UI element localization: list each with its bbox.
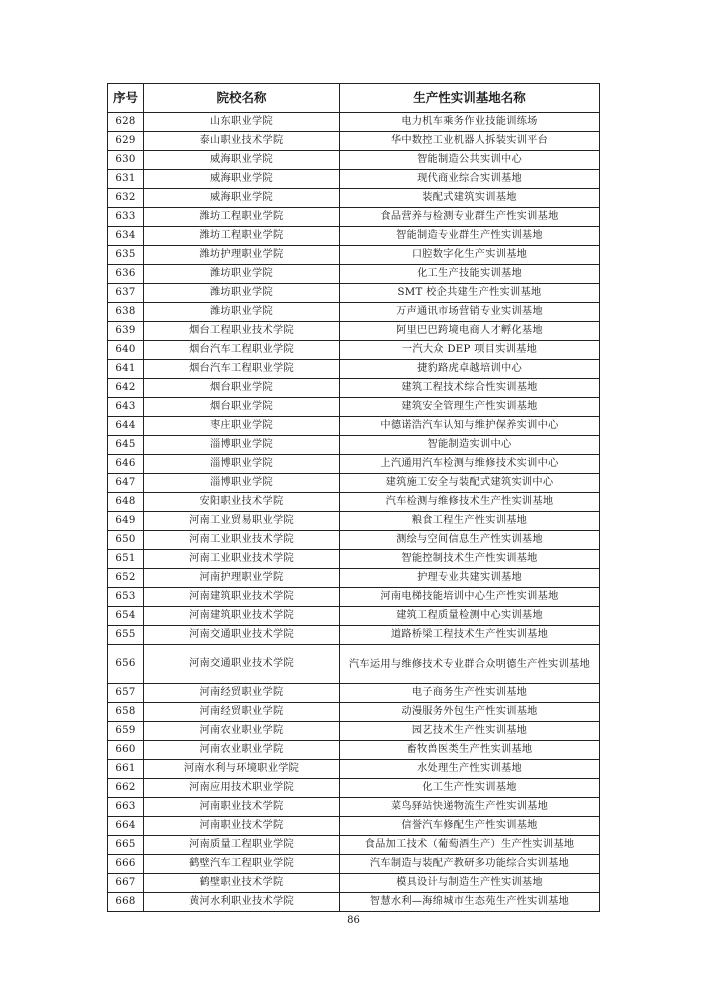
- base-name-cell: 智能控制技术生产性实训基地: [340, 550, 600, 569]
- school-name-cell: 烟台汽车工程职业学院: [144, 360, 340, 379]
- serial-number-cell: 646: [108, 455, 144, 474]
- serial-number-cell: 632: [108, 189, 144, 208]
- table-row: [108, 189, 600, 208]
- school-name-cell: 泰山职业技术学院: [144, 132, 340, 151]
- base-name-cell: 汽车检测与维修技术生产性实训基地: [340, 493, 600, 512]
- base-name-cell: 汽车运用与维修技术专业群合众明德生产性实训基地: [340, 645, 600, 684]
- school-name-cell: 潍坊工程职业学院: [144, 208, 340, 227]
- serial-number-cell: 631: [108, 170, 144, 189]
- serial-number-cell: 658: [108, 703, 144, 722]
- school-name-cell: 河南交通职业技术学院: [144, 645, 340, 684]
- serial-number-cell: 633: [108, 208, 144, 227]
- table-row: [108, 303, 600, 322]
- school-name-cell: 河南护理职业学院: [144, 569, 340, 588]
- school-name-cell: 潍坊职业学院: [144, 265, 340, 284]
- table-row: [108, 874, 600, 893]
- header-serial-number: 序号: [108, 84, 144, 113]
- base-name-cell: 口腔数字化生产实训基地: [340, 246, 600, 265]
- school-name-cell: 鹤壁汽车工程职业学院: [144, 855, 340, 874]
- table-row: [108, 626, 600, 645]
- serial-number-cell: 636: [108, 265, 144, 284]
- school-name-cell: 潍坊工程职业学院: [144, 227, 340, 246]
- base-name-cell: 道路桥梁工程技术生产性实训基地: [340, 626, 600, 645]
- table-row: [108, 379, 600, 398]
- school-name-cell: 河南工业职业技术学院: [144, 531, 340, 550]
- table-row: [108, 132, 600, 151]
- base-name-cell: 食品营养与检测专业群生产性实训基地: [340, 208, 600, 227]
- base-name-cell: 建筑安全管理生产性实训基地: [340, 398, 600, 417]
- table-row: [108, 436, 600, 455]
- base-name-cell: 阿里巴巴跨境电商人才孵化基地: [340, 322, 600, 341]
- serial-number-cell: 643: [108, 398, 144, 417]
- table-row: [108, 151, 600, 170]
- serial-number-cell: 628: [108, 113, 144, 132]
- school-name-cell: 烟台汽车工程职业学院: [144, 341, 340, 360]
- table-row: [108, 341, 600, 360]
- table-row: [108, 569, 600, 588]
- serial-number-cell: 640: [108, 341, 144, 360]
- school-name-cell: 河南经贸职业学院: [144, 684, 340, 703]
- base-name-cell: 畜牧兽医类生产性实训基地: [340, 741, 600, 760]
- serial-number-cell: 656: [108, 645, 144, 684]
- school-name-cell: 河南经贸职业学院: [144, 703, 340, 722]
- serial-number-cell: 629: [108, 132, 144, 151]
- serial-number-cell: 630: [108, 151, 144, 170]
- table-row: [108, 227, 600, 246]
- serial-number-cell: 634: [108, 227, 144, 246]
- table-row: [108, 607, 600, 626]
- school-name-cell: 淄博职业学院: [144, 436, 340, 455]
- table-row: [108, 493, 600, 512]
- table-row: [108, 455, 600, 474]
- school-name-cell: 淄博职业学院: [144, 455, 340, 474]
- table-row: [108, 284, 600, 303]
- table-row: [108, 208, 600, 227]
- table-row: [108, 531, 600, 550]
- table-row: [108, 360, 600, 379]
- table-row: [108, 170, 600, 189]
- base-name-cell: 电力机车乘务作业技能训练场: [340, 113, 600, 132]
- serial-number-cell: 659: [108, 722, 144, 741]
- base-name-cell: 化工生产性实训基地: [340, 779, 600, 798]
- base-name-cell: 园艺技术生产性实训基地: [340, 722, 600, 741]
- school-name-cell: 鹤壁职业技术学院: [144, 874, 340, 893]
- base-name-cell: 智能制造专业群生产性实训基地: [340, 227, 600, 246]
- table-row: [108, 398, 600, 417]
- serial-number-cell: 666: [108, 855, 144, 874]
- serial-number-cell: 648: [108, 493, 144, 512]
- table-body: [108, 113, 600, 912]
- base-name-cell: 华中数控工业机器人拆装实训平台: [340, 132, 600, 151]
- serial-number-cell: 635: [108, 246, 144, 265]
- school-name-cell: 河南工业职业技术学院: [144, 550, 340, 569]
- base-name-cell: 化工生产技能实训基地: [340, 265, 600, 284]
- base-name-cell: 建筑工程技术综合性实训基地: [340, 379, 600, 398]
- base-name-cell: 电子商务生产性实训基地: [340, 684, 600, 703]
- table-row: [108, 779, 600, 798]
- table-row: [108, 741, 600, 760]
- table-header: [108, 84, 600, 113]
- base-name-cell: 建筑工程质量检测中心实训基地: [340, 607, 600, 626]
- table-row: [108, 474, 600, 493]
- base-name-cell: 粮食工程生产性实训基地: [340, 512, 600, 531]
- base-name-cell: 河南电梯技能培训中心生产性实训基地: [340, 588, 600, 607]
- school-name-cell: 黄河水利职业技术学院: [144, 893, 340, 912]
- school-name-cell: 河南职业技术学院: [144, 798, 340, 817]
- serial-number-cell: 653: [108, 588, 144, 607]
- table-row: [108, 417, 600, 436]
- base-name-cell: 动漫服务外包生产性实训基地: [340, 703, 600, 722]
- school-name-cell: 河南农业职业学院: [144, 722, 340, 741]
- base-name-cell: 智能制造公共实训中心: [340, 151, 600, 170]
- header-school-name: 院校名称: [144, 84, 340, 113]
- school-name-cell: 河南建筑职业技术学院: [144, 607, 340, 626]
- base-name-cell: 护理专业共建实训基地: [340, 569, 600, 588]
- base-name-cell: 测绘与空间信息生产性实训基地: [340, 531, 600, 550]
- base-name-cell: 菜鸟驿站快递物流生产性实训基地: [340, 798, 600, 817]
- serial-number-cell: 637: [108, 284, 144, 303]
- school-name-cell: 河南交通职业技术学院: [144, 626, 340, 645]
- school-name-cell: 安阳职业技术学院: [144, 493, 340, 512]
- school-name-cell: 烟台职业学院: [144, 398, 340, 417]
- base-name-cell: 万声通讯市场营销专业实训基地: [340, 303, 600, 322]
- school-name-cell: 河南水利与环境职业学院: [144, 760, 340, 779]
- serial-number-cell: 661: [108, 760, 144, 779]
- serial-number-cell: 654: [108, 607, 144, 626]
- serial-number-cell: 642: [108, 379, 144, 398]
- serial-number-cell: 639: [108, 322, 144, 341]
- table-row: [108, 722, 600, 741]
- table-row: [108, 265, 600, 284]
- school-name-cell: 河南建筑职业技术学院: [144, 588, 340, 607]
- serial-number-cell: 651: [108, 550, 144, 569]
- table-row: [108, 817, 600, 836]
- serial-number-cell: 665: [108, 836, 144, 855]
- serial-number-cell: 647: [108, 474, 144, 493]
- table-row: [108, 855, 600, 874]
- school-name-cell: 枣庄职业学院: [144, 417, 340, 436]
- table-row: [108, 760, 600, 779]
- school-name-cell: 威海职业学院: [144, 189, 340, 208]
- school-name-cell: 潍坊护理职业学院: [144, 246, 340, 265]
- table-row: [108, 703, 600, 722]
- table-row: [108, 893, 600, 912]
- base-name-cell: 智慧水利—海绵城市生态苑生产性实训基地: [340, 893, 600, 912]
- table-row: [108, 588, 600, 607]
- serial-number-cell: 644: [108, 417, 144, 436]
- school-name-cell: 河南农业职业学院: [144, 741, 340, 760]
- school-name-cell: 河南职业技术学院: [144, 817, 340, 836]
- serial-number-cell: 649: [108, 512, 144, 531]
- base-name-cell: 建筑施工安全与装配式建筑实训中心: [340, 474, 600, 493]
- table-row: [108, 246, 600, 265]
- serial-number-cell: 638: [108, 303, 144, 322]
- school-name-cell: 威海职业学院: [144, 170, 340, 189]
- base-name-cell: SMT 校企共建生产性实训基地: [340, 284, 600, 303]
- school-name-cell: 烟台工程职业技术学院: [144, 322, 340, 341]
- base-name-cell: 装配式建筑实训基地: [340, 189, 600, 208]
- table-row: [108, 512, 600, 531]
- header-row: [108, 84, 600, 113]
- page-number: 86: [347, 915, 360, 926]
- table-row: [108, 798, 600, 817]
- school-name-cell: 山东职业学院: [144, 113, 340, 132]
- serial-number-cell: 641: [108, 360, 144, 379]
- serial-number-cell: 650: [108, 531, 144, 550]
- base-name-cell: 现代商业综合实训基地: [340, 170, 600, 189]
- school-name-cell: 河南应用技术职业学院: [144, 779, 340, 798]
- table-row: [108, 836, 600, 855]
- serial-number-cell: 655: [108, 626, 144, 645]
- serial-number-cell: 663: [108, 798, 144, 817]
- serial-number-cell: 662: [108, 779, 144, 798]
- serial-number-cell: 667: [108, 874, 144, 893]
- school-name-cell: 河南工业贸易职业学院: [144, 512, 340, 531]
- base-name-cell: 水处理生产性实训基地: [340, 760, 600, 779]
- school-name-cell: 烟台职业学院: [144, 379, 340, 398]
- table-row: [108, 322, 600, 341]
- school-name-cell: 河南质量工程职业学院: [144, 836, 340, 855]
- serial-number-cell: 668: [108, 893, 144, 912]
- base-name-cell: 一汽大众 DEP 项目实训基地: [340, 341, 600, 360]
- base-name-cell: 汽车制造与装配产教研多功能综合实训基地: [340, 855, 600, 874]
- base-name-cell: 捷豹路虎卓越培训中心: [340, 360, 600, 379]
- table-row: [108, 684, 600, 703]
- base-name-cell: 中德诺浩汽车认知与维护保养实训中心: [340, 417, 600, 436]
- serial-number-cell: 657: [108, 684, 144, 703]
- table-row: [108, 113, 600, 132]
- serial-number-cell: 660: [108, 741, 144, 760]
- serial-number-cell: 645: [108, 436, 144, 455]
- table-row: [108, 645, 600, 684]
- table-row: [108, 550, 600, 569]
- header-base-name: 生产性实训基地名称: [340, 84, 600, 113]
- school-name-cell: 淄博职业学院: [144, 474, 340, 493]
- training-base-table: [107, 83, 600, 912]
- base-name-cell: 信誉汽车修配生产性实训基地: [340, 817, 600, 836]
- serial-number-cell: 664: [108, 817, 144, 836]
- base-name-cell: 模具设计与制造生产性实训基地: [340, 874, 600, 893]
- school-name-cell: 潍坊职业学院: [144, 284, 340, 303]
- base-name-cell: 智能制造实训中心: [340, 436, 600, 455]
- school-name-cell: 潍坊职业学院: [144, 303, 340, 322]
- base-name-cell: 上汽通用汽车检测与维修技术实训中心: [340, 455, 600, 474]
- base-name-cell: 食品加工技术（葡萄酒生产）生产性实训基地: [340, 836, 600, 855]
- school-name-cell: 威海职业学院: [144, 151, 340, 170]
- serial-number-cell: 652: [108, 569, 144, 588]
